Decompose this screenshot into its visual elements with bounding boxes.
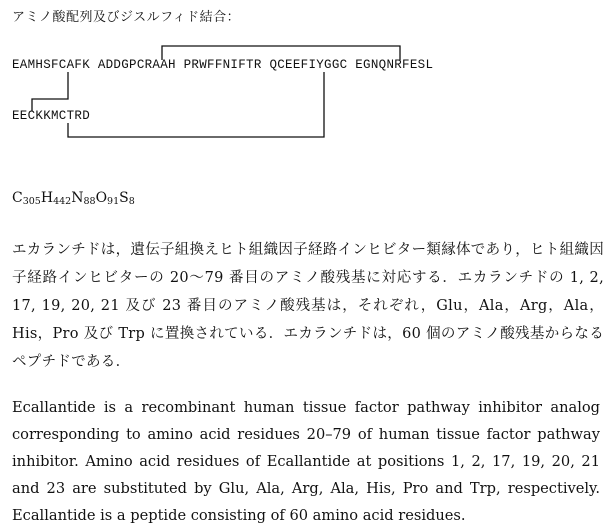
description-english: Ecallantide is a recombinant human tissue factor pathway inhibitor analog corresponding to amino acid residues 20–79 of human tissue factor pathway inhibitor. Amino acid residues of Ecallantide at positions 1, 2, 17, 19, 20, 21 and 23 are substituted by Glu, Ala, Arg, Ala, His, Pro and Trp, respectively. Ecallantide is a peptide consisting of 60 amino acid residues.	[12, 399, 600, 524]
disulfide-bond-7-53	[32, 72, 68, 111]
disulfide-bond-32-57	[68, 72, 324, 137]
description-japanese: エカランチドは，遺伝子組換えヒト組織因子経路インヒビター類縁体であり，ヒト組織因子経路インヒビターの 20〜79 番目のアミノ酸残基に対応する．エカランチドの 1, 2, 17, 19, 20, 21 及び 23 番目のアミノ酸残基は，それぞれ，Glu，Ala，Arg，Ala，His，Pro 及び Trp に置換されている．エカランチドは，60 個のアミノ酸残基からなるペプチドである．	[12, 242, 604, 370]
sequence-line-2: EECKKMCTRD	[12, 109, 91, 123]
molecular-formula: $C_{305}H_{442}N_{88}O_{91}S_8$	[12, 190, 135, 207]
sequence-line-1: EAMHSFCAFK ADDGPCRAAH PRWFFNIFTR QCEEFIYGGC EGNQNRFESL	[12, 58, 434, 72]
disulfide-bond-16-40	[162, 46, 400, 60]
disulfide-bond-diagram	[0, 0, 614, 160]
page-heading: アミノ酸配列及びジスルフィド結合：	[12, 10, 241, 25]
